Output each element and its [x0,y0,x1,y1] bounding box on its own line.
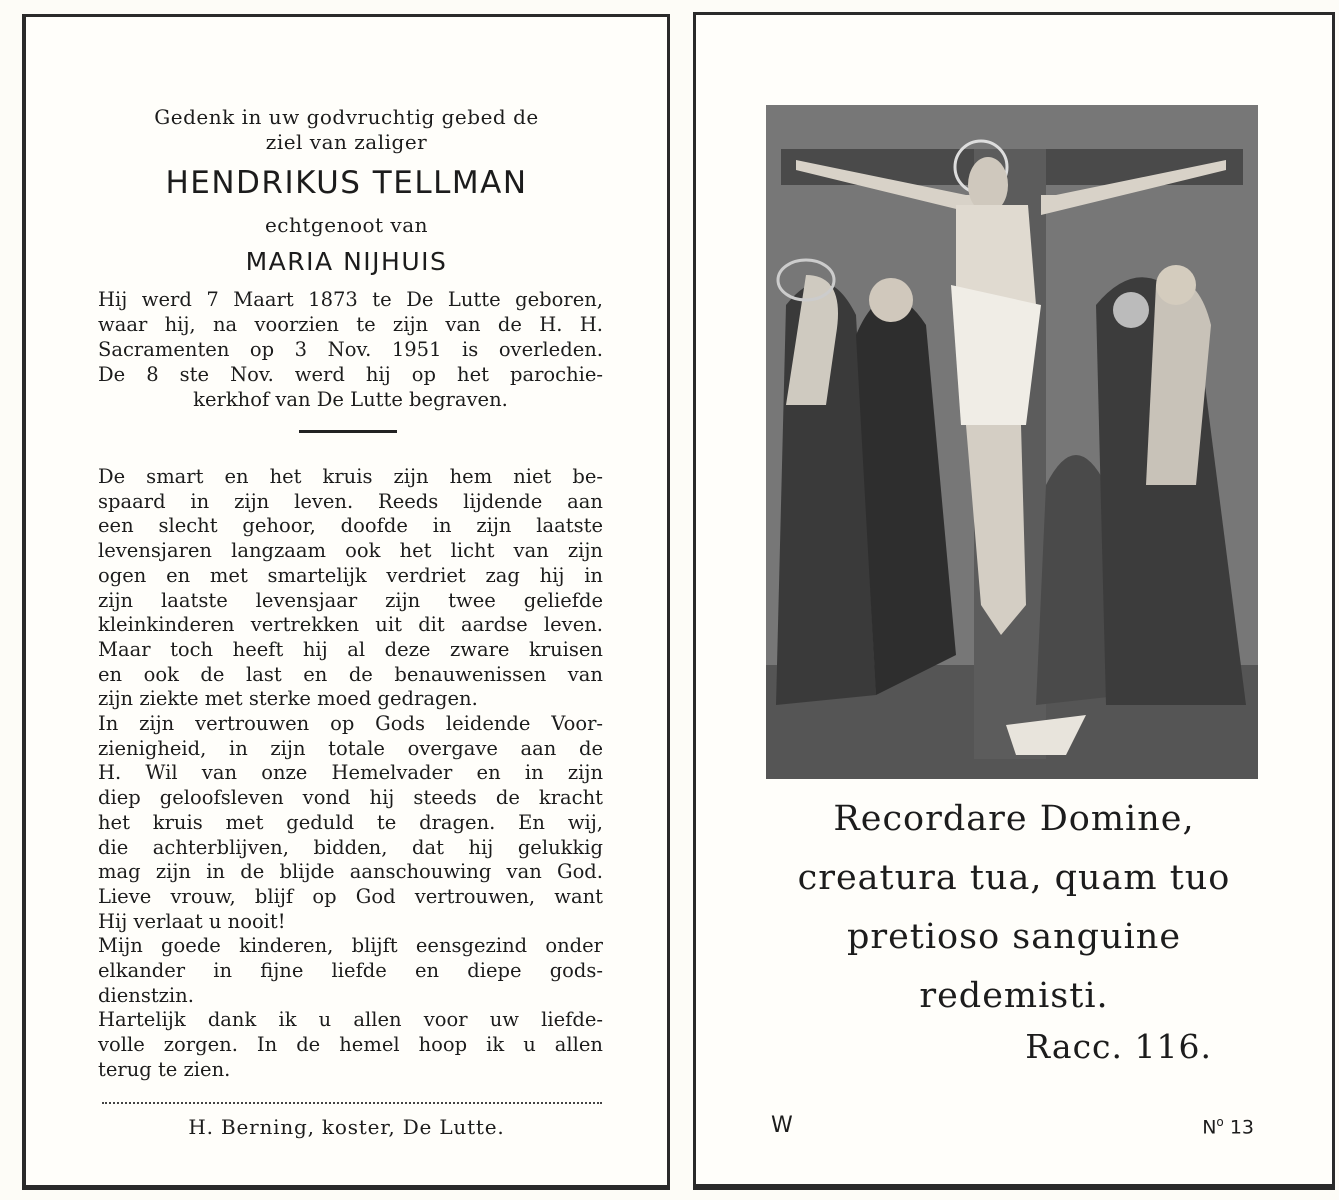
text-line: De smart en het kruis zijn hem niet be- [98,465,603,488]
text-line: De 8 ste Nov. werd hij op het parochie- [98,363,603,386]
card-number [1202,1115,1254,1138]
text-line: het kruis met geduld te dragen. En wij, [98,810,603,834]
text-line: zijn ziekte met sterke moed gedragen. [98,687,478,711]
intro-line: Gedenk in uw godvruchtig gebed de [154,105,539,129]
text-line: elkander in fijne liefde en diepe gods- [98,959,603,983]
text-line: spaard in zijn leven. Reeds lijdende aan [98,489,603,513]
text-line: Lieve vrouw, blijf op God vertrouwen, want [98,884,603,908]
prayer-line: redemisti. [919,976,1109,1016]
text-line: en ook de last en de benauwenissen van [98,662,603,686]
body-text [98,465,603,1083]
text-line: dienstzin. [98,983,194,1007]
prayer-line: creatura tua, quam tuo [797,858,1231,898]
crucifixion-image [766,105,1258,779]
text-line: Maar toch heeft hij al deze zware kruisen [98,637,603,661]
text-line: Hartelijk dank ik u allen voor uw liefde- [98,1008,603,1032]
spouse-name: MARIA NIJHUIS [245,247,448,276]
text-line: kleinkinderen vertrekken uit dit aardse leven. [98,613,603,637]
text-line: volle zorgen. In de hemel hoop ik u allen [98,1033,603,1057]
text-line: Mijn goede kinderen, blijft eensgezind onder [98,934,603,958]
text-line: terug te zien. [98,1057,231,1081]
number-value: 13 [1229,1116,1254,1139]
memorial-card-text-side [22,14,670,1190]
text-line: levensjaren langzaam ook het licht van zijn [98,539,603,563]
memorial-card-image-side [693,12,1335,1190]
text-line: kerkhof van De Lutte begraven. [193,388,508,411]
publisher-logo: W [771,1113,789,1138]
dotted-divider [102,1102,602,1104]
text-line: ogen en met smartelijk verdriet zag hij in [98,563,603,587]
text-line: die achterblijven, bidden, dat hij gelukkig [98,835,603,859]
deceased-name: HENDRIKUS TELLMAN [165,165,528,201]
intro-text [26,105,667,155]
text-line: H. Wil van onze Hemelvader en in zijn [98,761,603,785]
text-line: mag zijn in de blijde aanschouwing van God. [98,860,603,884]
number-prefix: N [1202,1116,1217,1139]
text-line: diep geloofsleven vond hij steeds de kracht [98,786,603,810]
text-line: Hij werd 7 Maart 1873 te De Lutte geboren, [98,288,603,311]
text-line: waar hij, na voorzien te zijn van de H. H. [98,313,603,336]
printer-credit: H. Berning, koster, De Lutte. [188,1115,505,1139]
text-line: zienigheid, in zijn totale overgave aan de [98,736,603,760]
text-line: Sacramenten op 3 Nov. 1951 is overleden. [98,338,603,361]
spouse-intro: echtgenoot van [264,213,429,237]
indulgence-reference: Racc. 116. [1025,1027,1212,1066]
divider [299,430,397,433]
prayer-line: Recordare Domine, [833,799,1195,839]
text-line: In zijn vertrouwen op Gods leidende Voor- [98,712,603,736]
text-line: zijn laatste levensjaar zijn twee geliefde [98,588,603,612]
prayer-line: pretioso sanguine [846,917,1182,957]
intro-line: ziel van zaliger [265,130,428,154]
biography [98,287,603,412]
text-line: een slecht gehoor, doofde in zijn laatste [98,514,603,538]
number-sup: o [1216,1115,1224,1129]
text-line: Hij verlaat u nooit! [98,909,286,933]
